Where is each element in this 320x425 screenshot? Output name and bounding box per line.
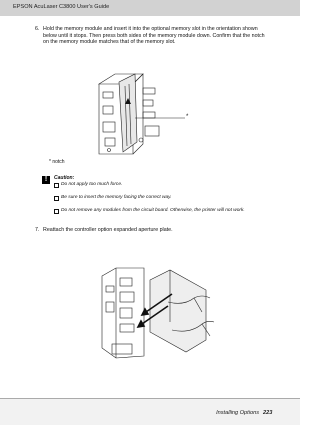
- caution-label: Caution:: [54, 175, 75, 181]
- step-7-text: Reattach the controller option expanded aperture plate.: [43, 227, 173, 233]
- checkbox-bullet-icon: [54, 209, 59, 214]
- page-number: 223: [263, 410, 273, 416]
- checkbox-bullet-icon: [54, 183, 59, 188]
- header-bar: [0, 0, 300, 16]
- step-6-text: Hold the memory module and insert it into the optional memory slot in the orientation shown below until it stops. Then press both sides of the memory module down. Confirm that the notch on the memory module matches that of the memory slot.: [43, 26, 265, 46]
- caution-icon: !: [42, 176, 50, 184]
- running-header: EPSON AcuLaser C3800 User's Guide: [13, 4, 110, 10]
- aperture-plate-illustration: [98, 262, 218, 362]
- footer-section: Installing Options: [216, 410, 259, 416]
- footnote-notch: * notch: [49, 159, 65, 165]
- step-7-number: 7.: [35, 227, 40, 233]
- step-6-number: 6.: [35, 26, 40, 32]
- notch-callout: *: [186, 114, 189, 120]
- checkbox-bullet-icon: [54, 196, 59, 201]
